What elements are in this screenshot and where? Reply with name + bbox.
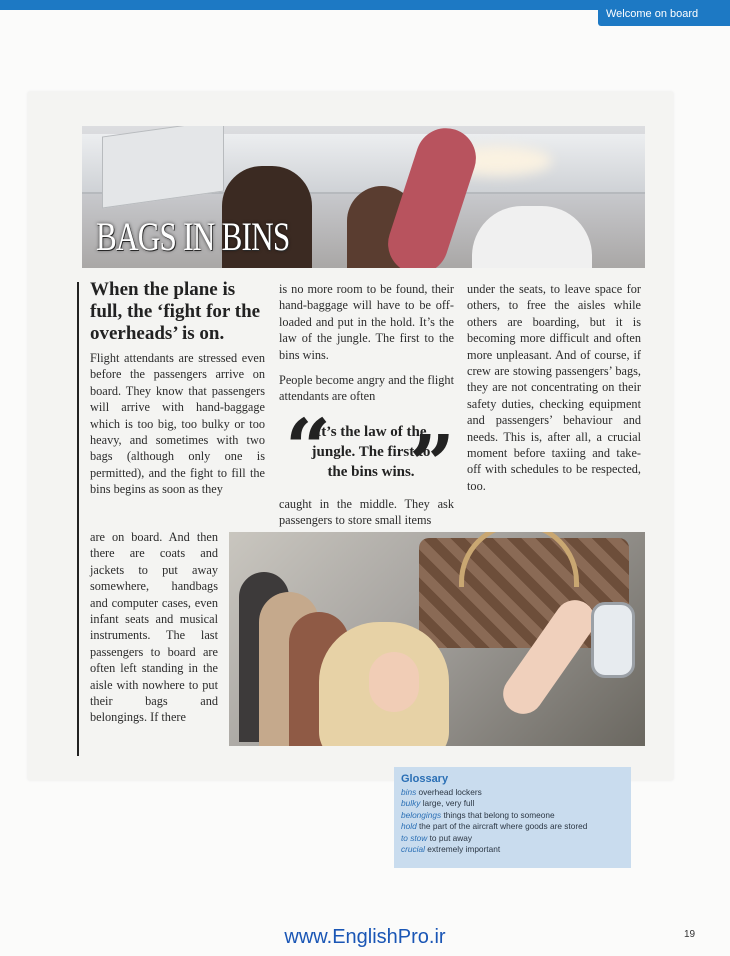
- glossary-definition: extremely important: [427, 844, 501, 855]
- glossary-term: crucial: [401, 844, 425, 855]
- glossary-entry: [401, 798, 625, 809]
- glossary-term: belongings: [401, 809, 442, 820]
- glossary-entry: [401, 844, 625, 855]
- body-paragraph: Flight attendants are stressed even before the passengers arrive on board. They know that passengers will arrive with hand-baggage which is too big, too bulky or too heavy, and sometimes with two bags (although only one is permitted), and the fight to fill the bins begins as soon as they: [90, 351, 265, 497]
- photo-passengers-stowing-bags: [229, 532, 645, 746]
- open-bin-door: [102, 126, 224, 209]
- glossary-entry: [401, 810, 625, 821]
- glossary-definition: large, very full: [422, 798, 475, 809]
- glossary-term: to stow: [401, 832, 428, 843]
- site-url-link[interactable]: www.EnglishPro.ir: [284, 926, 446, 948]
- article-headline: BAGS IN BINS: [96, 214, 290, 259]
- pull-quote: [285, 401, 455, 511]
- page-number: 19: [684, 929, 696, 940]
- body-column-3: [467, 281, 641, 503]
- glossary-definition: the part of the aircraft where goods are stored: [419, 821, 588, 832]
- glossary-entry: [401, 787, 625, 798]
- pull-quote-text: It’s the law of the jungle. The first to the bins wins.: [311, 424, 431, 480]
- cabin-window: [591, 602, 635, 678]
- passenger-figure: [472, 206, 592, 268]
- body-paragraph: is no more room to be found, their hand-baggage will have to be off-loaded and put in the hold. It’s the law of the jungle. The first to the bins wins.: [279, 282, 454, 362]
- glossary-term: bins: [401, 787, 417, 797]
- body-column-1: [90, 350, 265, 507]
- glossary-definition: things that belong to someone: [443, 809, 555, 820]
- glossary-term: hold: [401, 821, 417, 832]
- handbag-strap: [459, 532, 579, 587]
- passenger-face: [369, 652, 419, 712]
- open-quote-mark: “: [285, 401, 332, 495]
- body-paragraph: caught in the middle. They ask passengers to store small items: [279, 497, 454, 528]
- glossary-box: [394, 767, 631, 868]
- glossary-definition: overhead lockers: [418, 787, 482, 797]
- glossary-term: bulky: [401, 798, 421, 809]
- article-lede: When the plane is full, the ‘fight for the overheads’ is on.: [90, 279, 261, 344]
- lede-vertical-rule: [77, 282, 79, 756]
- glossary-title: Glossary: [401, 773, 449, 785]
- chapter-tab: Welcome on board: [598, 0, 730, 26]
- glossary-entry: [401, 833, 625, 844]
- glossary-definition: to put away: [429, 832, 473, 843]
- glossary-entry: [401, 821, 625, 832]
- body-column-1-wrap: [90, 529, 218, 735]
- body-column-2: [279, 281, 454, 414]
- close-quote-mark: ”: [408, 417, 455, 511]
- body-paragraph: under the seats, to leave space for others, to free the aisles while others are boarding, but it is becoming more difficult and often more unpleasant. And of course, if crew are stowing passengers’ bags, they are not concentrating on their safety duties, checking equipment and passengers’ behaviour and needs. This is, after all, a crucial moment before taxiing and take-off with schedules to be respected, too.: [467, 282, 641, 493]
- body-paragraph: are on board. And then there are coats and jackets to put away somewhere, handbags and computer cases, even infant seats and musical instruments. The last passengers to board are often left standing in the aisle with nowhere to put their bags and belongings. If there: [90, 530, 218, 725]
- body-paragraph: People become angry and the flight attendants are often: [279, 373, 454, 404]
